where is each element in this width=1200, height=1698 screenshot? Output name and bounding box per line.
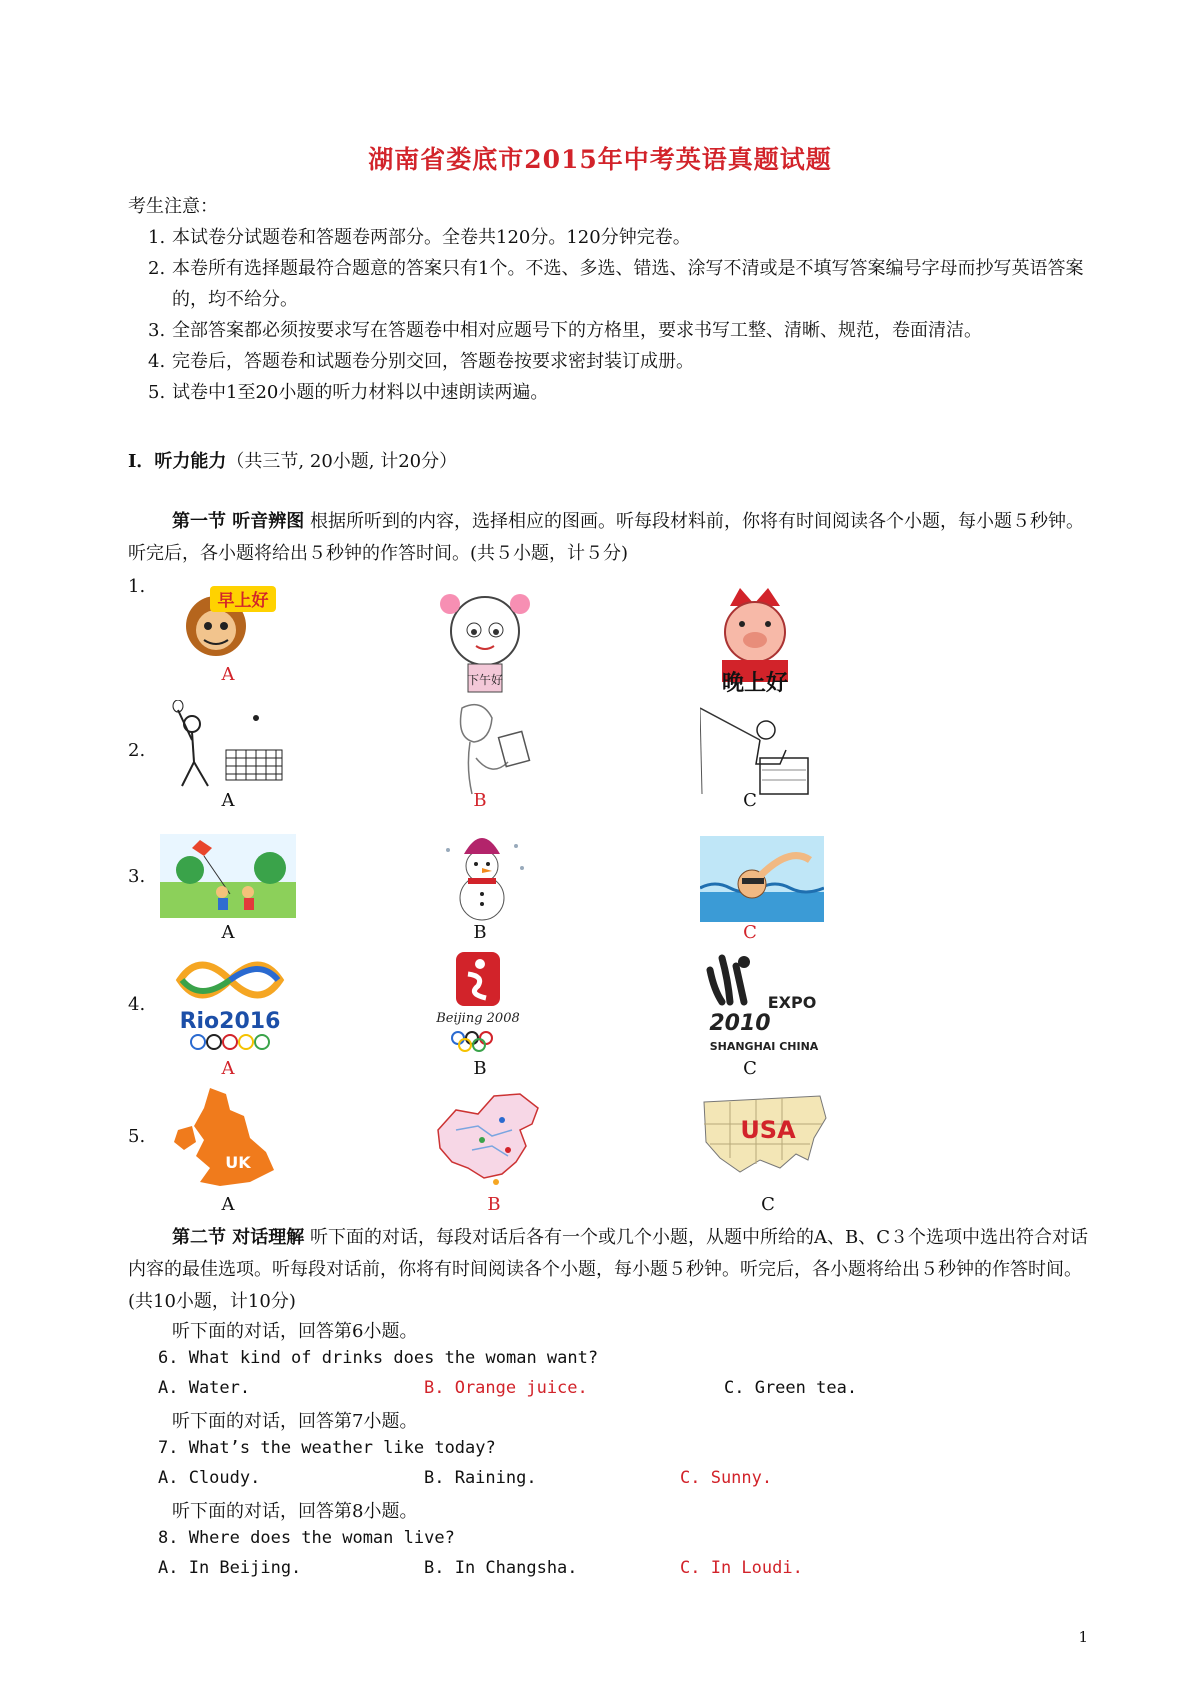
question-text: 7. What’s the weather like today? (158, 1438, 496, 1458)
badminton-image (170, 700, 290, 796)
image-caption: SHANGHAI CHINA (709, 1040, 819, 1053)
dialog-intro: 听下面的对话，回答第6小题。 (172, 1321, 418, 1342)
option-label: A (221, 664, 235, 685)
question-number: 3. (128, 866, 146, 887)
option-a: A. Cloudy. (158, 1468, 261, 1488)
notice-item: 5. 试卷中1至20小题的听力材料以中速朗读两遍。 (148, 382, 549, 403)
option-c-correct: C. In Loudi. (680, 1558, 803, 1578)
question-number: 5. (128, 1126, 146, 1147)
image-caption: USA (740, 1116, 796, 1144)
option-label: C (743, 790, 757, 811)
option-b: B. Raining. (424, 1468, 537, 1488)
question-number: 1. (128, 576, 146, 597)
question-number: 2. (128, 740, 146, 761)
option-c-correct: C. Sunny. (680, 1468, 773, 1488)
girl-reading-image (442, 698, 542, 798)
question-text: 8. Where does the woman live? (158, 1528, 455, 1548)
boy-fishing-image (700, 700, 812, 796)
notice-item: 3. 全部答案都必须按要求写在答题卷中相对应题号下的方格里，要求书写工整、清晰、规范，卷面清洁。 (148, 320, 982, 341)
option-label: A (221, 1058, 235, 1079)
image-caption: 2010 (709, 1011, 771, 1036)
notice-heading: 考生注意： (128, 196, 218, 217)
image-caption: EXPO (767, 993, 817, 1012)
image-caption: 早上好 (217, 591, 269, 611)
beijing-2008-logo (428, 950, 528, 1054)
option-label: C (743, 922, 757, 943)
option-label: C (743, 1058, 757, 1079)
notice-item: 4. 完卷后，答题卷和试题卷分别交回，答题卷按要求密封装订成册。 (148, 351, 694, 372)
image-caption: 晚上好 (721, 671, 789, 696)
option-a: A. In Beijing. (158, 1558, 302, 1578)
option-c: C. Green tea. (724, 1378, 858, 1398)
image-caption: UK (225, 1153, 251, 1172)
dialog-intro: 听下面的对话，回答第8小题。 (172, 1501, 418, 1522)
image-caption: 下午好 (466, 673, 504, 687)
image-caption: Rio2016 (179, 1009, 281, 1034)
part1-heading: I．听力能力（共三节, 20小题, 计20分） (128, 451, 458, 472)
sheep-afternoon-image (430, 586, 540, 696)
page-title: 湖南省娄底市2015年中考英语真题试题 (368, 145, 832, 174)
snowman-image (434, 826, 534, 922)
dialog-intro: 听下面的对话，回答第7小题。 (172, 1411, 418, 1432)
kite-flying-image (160, 834, 296, 918)
uk-map-image (170, 1086, 282, 1190)
notice-list (148, 222, 1088, 408)
option-a: A. Water. (158, 1378, 251, 1398)
option-label: C (761, 1194, 775, 1215)
notice-item: 2. 本卷所有选择题最符合题意的答案只有1个。不选、多选、错选、涂写不清或是不填写答案编号字母而抄写英语答案的，均不给分。 (148, 258, 1084, 310)
section1-intro: 第一节 听音辨图 根据所听到的内容，选择相应的图画。听每段材料前，你将有时间阅读各个小题，每小题５秒钟。听完后，各小题将给出５秒钟的作答时间。(共５小题，计５分) (128, 511, 1085, 564)
option-label: A (221, 790, 235, 811)
option-label: A (221, 922, 235, 943)
swimming-image (700, 836, 824, 922)
pig-evening-image (700, 586, 810, 698)
china-map-image (432, 1090, 544, 1186)
section2-intro: 第二节 对话理解 听下面的对话，每段对话后各有一个或几个小题，从题中所给的A、B、C３个选项中选出符合对话内容的最佳选项。听每段对话前，你将有时间阅读各个小题，每小题５秒钟。听完后，各小题将给出５秒钟的作答时间。(共10小题，计10分) (128, 1227, 1089, 1312)
notice-item: 1. 本试卷分试题卷和答题卷两部分。全卷共120分。120分钟完卷。 (148, 227, 691, 248)
option-label: A (221, 1194, 235, 1215)
option-b: B. In Changsha. (424, 1558, 578, 1578)
page-number: 1 (1078, 1628, 1088, 1646)
usa-map-image (700, 1088, 830, 1188)
monkey-morning-image (172, 582, 280, 656)
question-number: 4. (128, 994, 146, 1015)
question-text: 6. What kind of drinks does the woman want? (158, 1348, 599, 1368)
option-label: B (487, 1194, 501, 1215)
expo-2010-logo (700, 950, 832, 1054)
option-label: B (473, 922, 487, 943)
rio-2016-logo (160, 950, 300, 1054)
option-label: B (473, 790, 487, 811)
option-label: B (473, 1058, 487, 1079)
option-b-correct: B. Orange juice. (424, 1378, 588, 1398)
image-caption: Beijing 2008 (436, 1011, 520, 1026)
